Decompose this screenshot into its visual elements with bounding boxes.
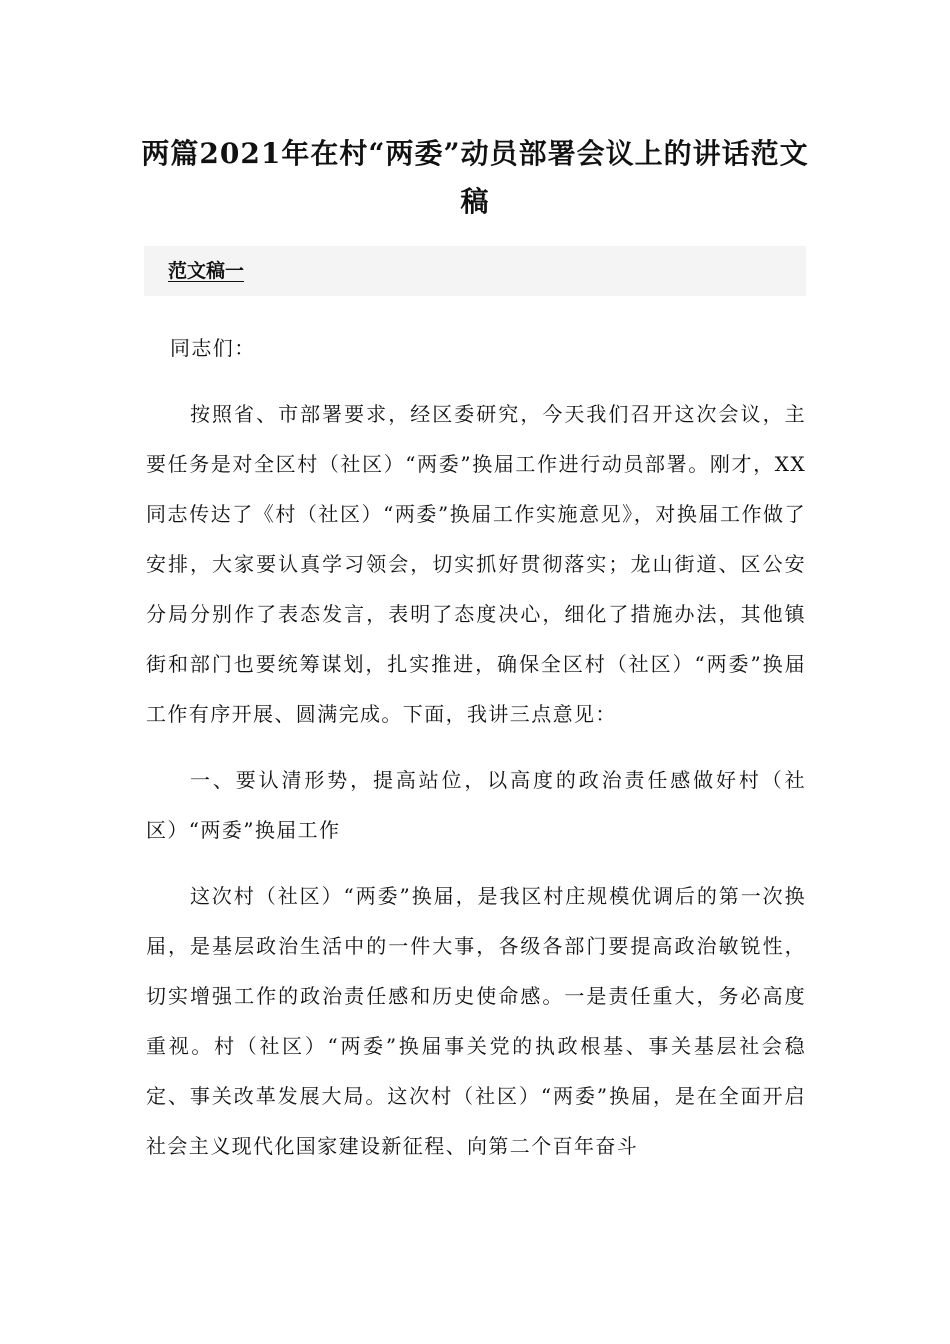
section-heading: 范文稿一 (168, 260, 245, 282)
document-title: 两篇2021年在村“两委”动员部署会议上的讲话范文稿 (141, 137, 809, 218)
greeting: 同志们： (170, 336, 256, 360)
paragraph: 这次村（社区）“两委”换届，是我区村庄规模优调后的第一次换届，是基层政治生活中的一件大事，各级各部门要提高政治敏锐性，切实增强工作的政治责任感和历史使命感。一是责任重大，务必高度重视。村（社区）“两委”换届事关党的执政根基、事关基层社会稳定、事关改革发展大局。这次村（社区）“两委”换届，是在全面开启社会主义现代化国家建设新征程、向第二个百年奋斗 (146, 884, 806, 1158)
paragraph-heading: 一、要认清形势，提高站位，以高度的政治责任感做好村（社区）“两委”换届工作 (146, 768, 806, 842)
paragraph: 按照省、市部署要求，经区委研究，今天我们召开这次会议，主要任务是对全区村（社区）“两委”换届工作进行动员部署。刚才，XX同志传达了《村（社区）“两委”换届工作实施意见》，对换届工作做了安排，大家要认真学习领会，切实抓好贯彻落实；龙山街道、区公安分局分别作了表态发言，表明了态度决心，细化了措施办法，其他镇街和部门也要统筹谋划，扎实推进，确保全区村（社区）“两委”换届工作有序开展、圆满完成。下面，我讲三点意见： (146, 402, 806, 726)
document-body (146, 323, 806, 1171)
section-heading-band (144, 246, 806, 296)
